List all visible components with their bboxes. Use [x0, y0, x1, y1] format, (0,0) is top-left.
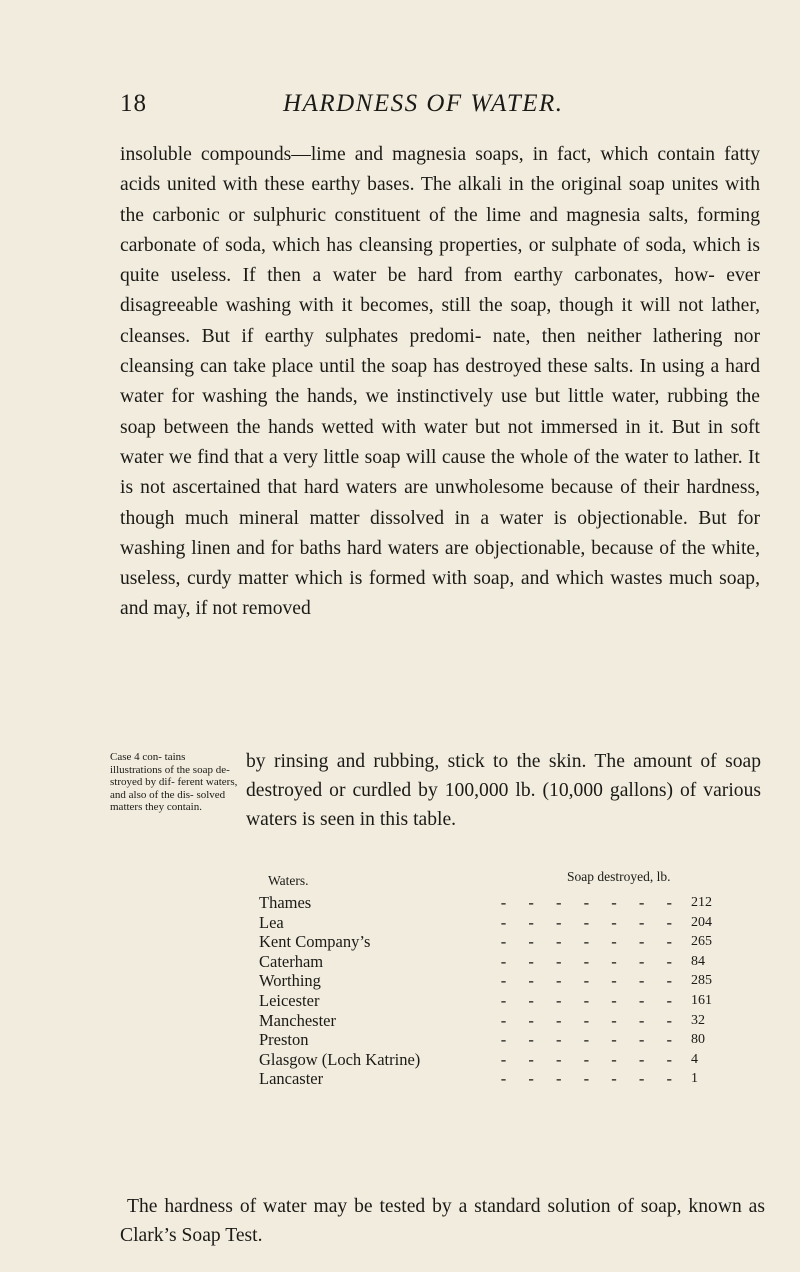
leader-dashes: - - - - - - -: [500, 951, 681, 971]
table-row: [241, 893, 765, 913]
table-row: [241, 971, 765, 991]
table-row: [241, 932, 765, 952]
table-body: [241, 893, 765, 1089]
leader-dashes: - - - - - - -: [500, 1010, 681, 1030]
body-paragraph-2: by rinsing and rubbing, stick to the skin. The amount of soap destroyed or curdled by 100,000 lb. (10,000 gallons) of various waters is seen in this table.: [246, 751, 761, 830]
column-header-soap-destroyed: Soap destroyed, lb.: [567, 869, 671, 884]
soap-destroyed-value: 32: [691, 1012, 705, 1028]
table-row: [241, 1011, 765, 1031]
soap-destroyed-value: 204: [691, 914, 712, 930]
leader-dashes: - - - - - - -: [500, 912, 681, 932]
soap-table: [241, 869, 765, 1089]
water-name: Preston: [259, 1030, 309, 1050]
soap-destroyed-value: 84: [691, 953, 705, 969]
page-number: 18: [120, 90, 147, 117]
soap-destroyed-value: 80: [691, 1032, 705, 1048]
leader-dashes: - - - - - - -: [500, 990, 681, 1010]
table-row: [241, 952, 765, 972]
table-header: [241, 869, 765, 893]
leader-dashes: - - - - - - -: [500, 1069, 681, 1089]
margin-sidenote: Case 4 con- tains illustrations of the soap de- stroyed by dif- ferent waters, and also of the dis- solved matters they contain.: [110, 751, 238, 813]
table-row: [241, 991, 765, 1011]
table-row: [241, 1030, 765, 1050]
soap-destroyed-value: 4: [691, 1051, 698, 1067]
body-paragraph-1: insoluble compounds—lime and magnesia soaps, in fact, which contain fatty acids united with these earthy bases. The alkali in the original soap unites with the carbonic or sulphuric constituent of the lime and magnesia salts, forming carbonate of soda, which has cleansing properties, or sulphate of soda, which is quite useless. If then a water be hard from earthy carbonates, how- ever disagreeable washing with it becomes, still the soap, though it will not lather, cleanses. But if earthy sulphates predomi- nate, then neither lathering nor cleansing can take place until the soap has destroyed these salts. In using a hard water for washing the hands, we instinctively use but little water, rubbing the soap between the hands wetted with water but not immersed in it. But in soft water we find that a very little soap will cause the whole of the water to lather. It is not ascertained that hard waters are unwholesome because of their hardness, though much mineral matter dissolved in a water is objectionable. But for washing linen and for baths hard waters are objectionable, because of the white, useless, curdy matter which is formed with soap, and which wastes much soap, and may, if not removed: [120, 144, 760, 620]
water-name: Caterham: [259, 951, 324, 971]
closing-paragraph: The hardness of water may be tested by a standard solution of soap, known as Clark’s Soap Test.: [120, 1196, 765, 1246]
water-name: Manchester: [259, 1010, 336, 1030]
leader-dashes: - - - - - - -: [500, 971, 681, 991]
soap-destroyed-value: 161: [691, 992, 712, 1008]
running-title: HARDNESS OF WATER.: [283, 90, 564, 117]
water-name: Glasgow (Loch Katrine): [259, 1049, 421, 1069]
leader-dashes: - - - - - - -: [500, 893, 681, 912]
water-name: Lea: [259, 912, 284, 932]
table-row: [241, 1069, 765, 1089]
soap-destroyed-value: 212: [691, 895, 712, 910]
soap-destroyed-value: 285: [691, 973, 712, 989]
running-head: [120, 90, 760, 130]
water-name: Thames: [259, 893, 312, 912]
table-row: [241, 913, 765, 933]
water-name: Leicester: [259, 990, 320, 1010]
table-row: [241, 1050, 765, 1070]
soap-destroyed-value: 1: [691, 1071, 698, 1087]
water-name: Lancaster: [259, 1069, 324, 1089]
water-name: Kent Company’s: [259, 932, 371, 952]
leader-dashes: - - - - - - -: [500, 1049, 681, 1069]
water-name: Worthing: [259, 971, 321, 991]
column-header-waters: Waters.: [268, 873, 309, 888]
leader-dashes: - - - - - - -: [500, 1030, 681, 1050]
soap-destroyed-value: 265: [691, 934, 712, 950]
leader-dashes: - - - - - - -: [500, 932, 681, 952]
